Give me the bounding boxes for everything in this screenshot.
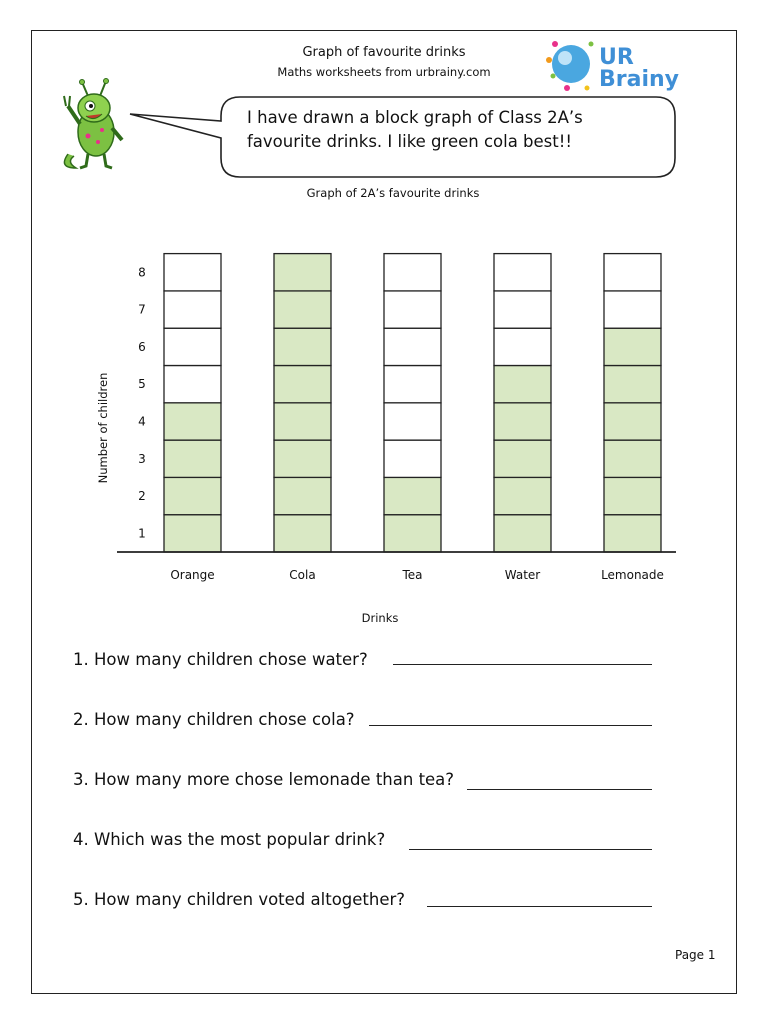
bar-block-water-7 (494, 291, 551, 328)
bar-block-orange-7 (164, 291, 221, 328)
bar-block-orange-4 (164, 403, 221, 440)
bar-block-tea-2 (384, 477, 441, 514)
y-tick-label: 7 (138, 302, 146, 317)
y-tick-label: 1 (138, 526, 146, 541)
bar-block-cola-3 (274, 440, 331, 477)
answer-line-1[interactable] (393, 664, 652, 665)
x-tick-label: Lemonade (601, 568, 664, 582)
bar-block-tea-4 (384, 403, 441, 440)
bar-block-orange-1 (164, 515, 221, 552)
page-number: Page 1 (675, 948, 716, 962)
y-tick-label: 3 (138, 451, 146, 466)
answer-line-3[interactable] (467, 789, 652, 790)
bar-block-water-5 (494, 366, 551, 403)
answer-line-4[interactable] (409, 849, 652, 850)
bar-block-water-1 (494, 515, 551, 552)
bar-block-lemonade-6 (604, 328, 661, 365)
speech-line-2: favourite drinks. I like green cola best!! (247, 132, 572, 151)
bar-block-water-2 (494, 477, 551, 514)
bar-block-tea-7 (384, 291, 441, 328)
y-tick-label: 2 (138, 489, 146, 504)
bar-block-orange-6 (164, 328, 221, 365)
bar-block-cola-8 (274, 254, 331, 291)
question-5: 5. How many children voted altogether? (73, 890, 406, 909)
bar-block-lemonade-1 (604, 515, 661, 552)
question-1: 1. How many children chose water? (73, 650, 368, 669)
bar-block-cola-1 (274, 515, 331, 552)
x-tick-label: Tea (402, 568, 423, 582)
x-tick-label: Orange (170, 568, 215, 582)
x-tick-label: Water (504, 568, 541, 582)
bar-block-tea-8 (384, 254, 441, 291)
bar-block-orange-2 (164, 477, 221, 514)
bar-block-cola-5 (274, 366, 331, 403)
chart-title: Graph of 2A’s favourite drinks (306, 186, 480, 200)
bar-block-lemonade-3 (604, 440, 661, 477)
bar-block-tea-3 (384, 440, 441, 477)
bar-block-cola-4 (274, 403, 331, 440)
bar-block-cola-6 (274, 328, 331, 365)
bar-block-lemonade-7 (604, 291, 661, 328)
bar-block-water-6 (494, 328, 551, 365)
bar-block-cola-7 (274, 291, 331, 328)
bar-block-lemonade-8 (604, 254, 661, 291)
answer-line-5[interactable] (427, 906, 652, 907)
svg-text:UR: UR (599, 45, 634, 70)
bar-block-orange-5 (164, 366, 221, 403)
bar-block-orange-8 (164, 254, 221, 291)
bar-block-tea-5 (384, 366, 441, 403)
worksheet-title: Graph of favourite drinks (302, 45, 466, 60)
speech-line-1: I have drawn a block graph of Class 2A’s (247, 108, 583, 127)
bar-block-lemonade-4 (604, 403, 661, 440)
worksheet-subtitle: Maths worksheets from urbrainy.com (277, 65, 491, 79)
bar-block-tea-6 (384, 328, 441, 365)
bar-block-lemonade-2 (604, 477, 661, 514)
bar-block-tea-1 (384, 515, 441, 552)
y-tick-label: 5 (138, 377, 146, 392)
bar-block-orange-3 (164, 440, 221, 477)
answer-line-2[interactable] (369, 725, 652, 726)
question-2: 2. How many children chose cola? (73, 710, 355, 729)
x-axis-label: Drinks (361, 611, 399, 625)
svg-text:Brainy: Brainy (599, 67, 680, 92)
question-4: 4. Which was the most popular drink? (73, 830, 386, 849)
bar-block-water-4 (494, 403, 551, 440)
bar-block-water-8 (494, 254, 551, 291)
y-tick-label: 6 (138, 339, 146, 354)
question-3: 3. How many more chose lemonade than tea? (73, 770, 455, 789)
bar-block-cola-2 (274, 477, 331, 514)
y-tick-label: 8 (138, 265, 146, 280)
y-tick-label: 4 (138, 414, 146, 429)
bar-block-water-3 (494, 440, 551, 477)
x-tick-label: Cola (289, 568, 316, 582)
bar-block-lemonade-5 (604, 366, 661, 403)
y-axis-label: Number of children (96, 372, 110, 484)
